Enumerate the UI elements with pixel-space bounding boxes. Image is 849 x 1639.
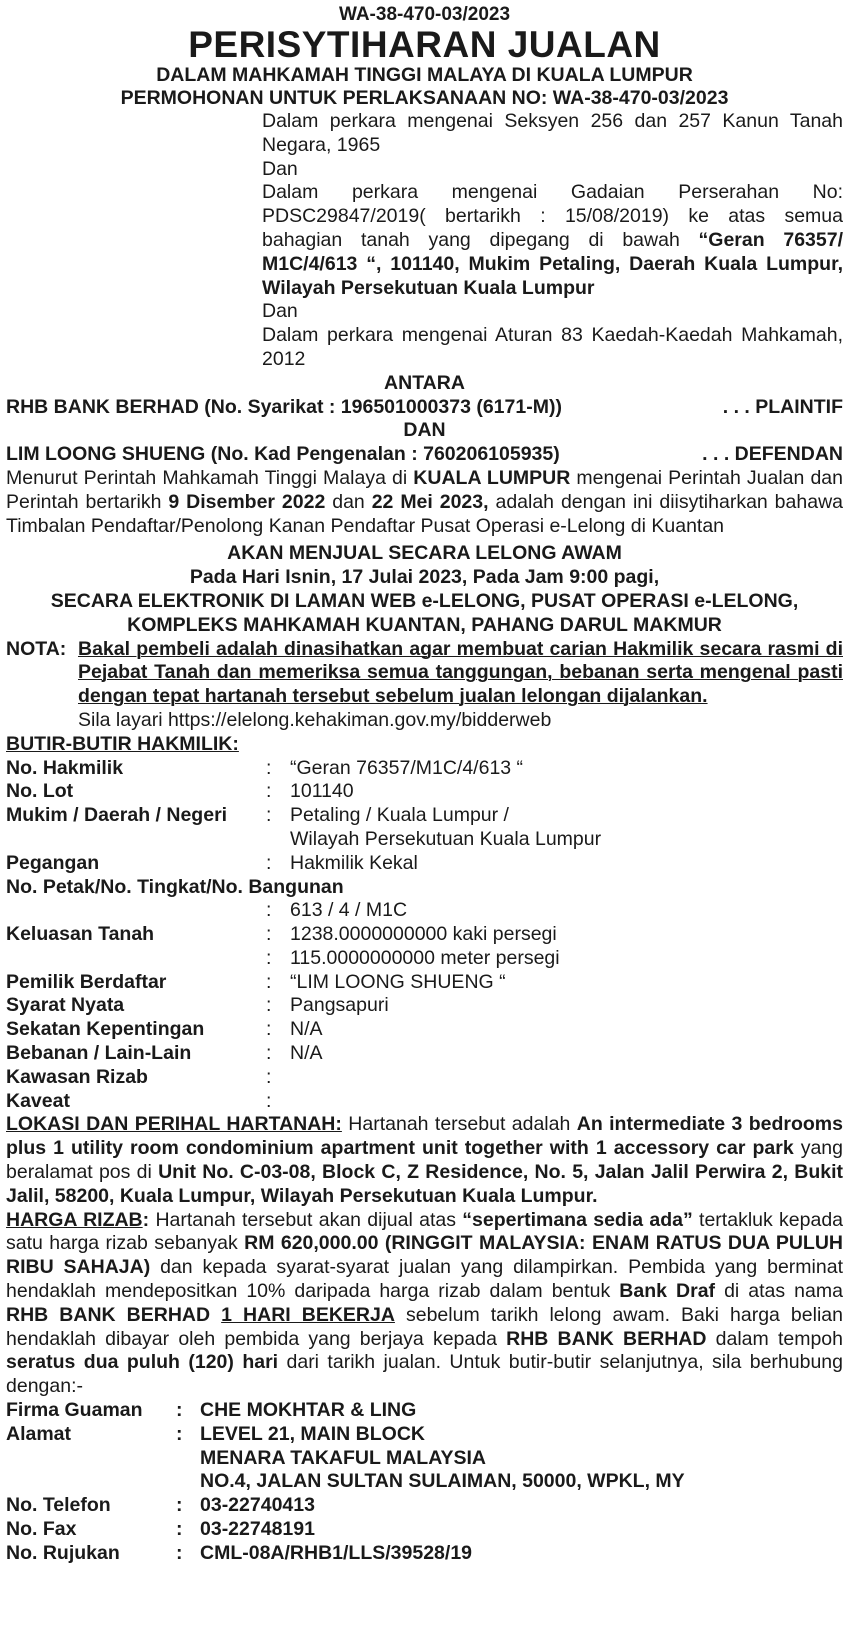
detail-colon: : <box>266 994 272 1017</box>
matter-land-code: Dalam perkara mengenai Seksyen 256 dan 257 Kanun Tanah Negara, 1965 <box>262 110 843 156</box>
address-line-3: NO.4, JALAN SULTAN SULAIMAN, 50000, WPKL, MY <box>200 1470 685 1493</box>
detail-label: Pegangan <box>6 851 100 874</box>
detail-label: Mukim / Daerah / Negeri <box>6 804 228 827</box>
detail-colon: : <box>266 1065 272 1088</box>
detail-colon: : <box>266 899 272 922</box>
reserve-text-5: sebelum tarikh lelong awam. Baki harga belian hendaklah dibayar oleh pembida yang berjaya kepada <box>6 1303 843 1350</box>
law-firm-address <box>200 1423 843 1494</box>
matter-and-1: Dan <box>262 157 298 180</box>
reserve-text-2: tertakluk kepada satu harga rizab sebanyak <box>6 1208 844 1255</box>
detail-value <box>290 1066 843 1090</box>
order-date-2: 22 Mei 2023, <box>371 490 489 513</box>
reserve-colon: : <box>142 1208 150 1231</box>
detail-value <box>290 1090 843 1114</box>
detail-label: Sekatan Kepentingan <box>6 1018 205 1041</box>
detail-row-restriction <box>6 1018 843 1042</box>
contact-label: No. Rujukan <box>6 1541 120 1564</box>
detail-colon: : <box>266 1042 272 1065</box>
case-reference-top: WA-38-470-03/2023 <box>338 4 511 25</box>
detail-label-empty <box>6 899 266 923</box>
detail-row-title-no <box>6 757 843 781</box>
matter-court-rules: Dalam perkara mengenai Aturan 83 Kaedah-Kaedah Mahkamah, 2012 <box>262 324 843 370</box>
detail-colon: : <box>266 970 272 993</box>
note-block <box>6 638 843 733</box>
payment-period: seratus dua puluh (120) hari <box>6 1351 279 1374</box>
auction-line-1: AKAN MENJUAL SECARA LELONG AWAM <box>227 542 622 565</box>
document-title: PERISYTIHARAN JUALAN <box>188 24 661 65</box>
contact-colon: : <box>176 1422 183 1445</box>
order-text-4: adalah dengan ini diisytiharkan bahawa Timbalan Pendaftar/Penolong Kanan Pendaftar Pusat Operasi e-Lelong di Kuantan <box>6 490 843 537</box>
as-is-condition: “sepertimana sedia ada” <box>462 1208 693 1231</box>
detail-label: Kawasan Rizab <box>6 1065 148 1088</box>
property-description: An intermediate 3 bedrooms plus 1 utility room condominium apartment unit together with 1 accessory car park <box>6 1113 843 1160</box>
detail-label: Kaveat <box>6 1089 70 1112</box>
working-day-deadline: 1 HARI BEKERJA <box>221 1303 395 1326</box>
detail-row-lot <box>6 780 843 804</box>
detail-row-express-condition <box>6 994 843 1018</box>
detail-colon: : <box>266 1018 272 1041</box>
detail-row-mukim <box>6 804 843 852</box>
note-body <box>78 638 843 733</box>
phone-number: 03-22740413 <box>200 1494 315 1517</box>
detail-value: Pangsapuri <box>290 994 389 1017</box>
contact-row-address <box>6 1423 843 1494</box>
reserve-text-6: dalam tempoh <box>706 1327 843 1350</box>
contact-colon: : <box>176 1399 183 1422</box>
plaintiff-name: RHB BANK BERHAD (No. Syarikat : 196501000373 (6171-M)) <box>6 395 562 418</box>
detail-label: Pemilik Berdaftar <box>6 970 167 993</box>
detail-colon: : <box>266 923 272 946</box>
detail-colon: : <box>266 851 272 874</box>
detail-label: Keluasan Tanah <box>6 923 155 946</box>
auction-line-4: KOMPLEKS MAHKAMAH KUANTAN, PAHANG DARUL MAKMUR <box>127 613 722 636</box>
detail-value: N/A <box>290 1018 323 1041</box>
detail-label: Bebanan / Lain-Lain <box>6 1042 192 1065</box>
matters-block <box>262 110 843 372</box>
reference-number: CML-08A/RHB1/LLS/39528/19 <box>200 1541 473 1564</box>
plaintiff-role: . . . PLAINTIF <box>722 395 843 418</box>
order-text-2: mengenai Perintah Jualan dan Perintah bertarikh <box>6 466 843 513</box>
title-details-heading: BUTIR-BUTIR HAKMILIK: <box>6 732 239 755</box>
auction-line-2: Pada Hari Isnin, 17 Julai 2023, Pada Jam 9:00 pagi, <box>189 566 660 589</box>
location-paragraph <box>6 1113 843 1208</box>
order-text-3: dan <box>325 490 372 513</box>
detail-value: “Geran 76357/M1C/4/613 “ <box>290 756 524 779</box>
detail-value <box>290 804 843 852</box>
bank-draft: Bank Draf <box>619 1280 716 1303</box>
parcel-value: 613 / 4 / M1C <box>290 899 408 922</box>
detail-value: 101140 <box>290 780 354 803</box>
between-label: ANTARA <box>384 371 465 394</box>
application-number: PERMOHONAN UNTUK PERLAKSANAAN NO: WA-38-470-03/2023 <box>120 87 729 109</box>
detail-colon: : <box>266 946 272 969</box>
detail-row-area-2 <box>6 947 843 971</box>
area-sqft-value: 1238.0000000000 kaki persegi <box>290 923 557 946</box>
note-label: NOTA: <box>6 637 67 660</box>
detail-colon: : <box>266 756 272 779</box>
detail-label-empty <box>6 947 266 971</box>
area-sqm-value: 115.0000000000 meter persegi <box>290 946 560 969</box>
law-firm-name: CHE MOKHTAR & LING <box>200 1399 417 1422</box>
detail-row-tenure <box>6 852 843 876</box>
detail-row-encumbrance <box>6 1042 843 1066</box>
reserve-text-1: Hartanah tersebut akan dijual atas <box>149 1208 463 1231</box>
property-address: Unit No. C-03-08, Block C, Z Residence, No. 5, Jalan Jalil Perwira 2, Bukit Jalil, 58200, Kuala Lumpur, Wilayah Persekutuan Kuala Lumpur. <box>6 1161 843 1207</box>
order-date-1: 9 Disember 2022 <box>168 490 326 513</box>
order-court-location: KUALA LUMPUR <box>413 466 571 489</box>
detail-value: “LIM LOONG SHUENG “ <box>290 970 506 993</box>
fax-number: 03-22748191 <box>200 1518 315 1541</box>
contact-colon: : <box>176 1518 183 1541</box>
defendant-role: . . . DEFENDAN <box>702 443 843 466</box>
auction-block <box>6 542 843 637</box>
detail-row-reserve-area <box>6 1066 843 1090</box>
location-text-2: yang beralamat pos di <box>6 1137 843 1184</box>
matter-and-2: Dan <box>262 300 298 323</box>
defendant-name: LIM LOONG SHUENG (No. Kad Pengenalan : 760206105935) <box>6 443 560 466</box>
reserve-heading: HARGA RIZAB <box>6 1208 143 1231</box>
contact-label: Alamat <box>6 1422 72 1445</box>
parcel-label: No. Petak/No. Tingkat/No. Bangunan <box>6 875 344 898</box>
detail-colon: : <box>266 780 272 803</box>
payee-bank: RHB BANK BERHAD <box>6 1303 211 1326</box>
contact-label: No. Telefon <box>6 1494 111 1517</box>
detail-label: No. Lot <box>6 780 74 803</box>
contact-colon: : <box>176 1541 183 1564</box>
contact-row-phone <box>6 1494 843 1518</box>
contact-row-reference <box>6 1542 843 1566</box>
defendant-row <box>6 443 843 467</box>
reserve-text-4: di atas nama <box>715 1280 843 1303</box>
detail-row-area <box>6 923 843 947</box>
reserve-text-3: dan kepada syarat-syarat jualan yang dilampirkan. Pembida yang berminat hendaklah mendepositkan 10% daripada harga rizab dalam bentuk <box>6 1256 843 1303</box>
detail-label: No. Hakmilik <box>6 756 124 779</box>
plaintiff-row <box>6 396 843 420</box>
order-paragraph <box>6 467 843 538</box>
reserve-paragraph <box>6 1209 843 1399</box>
order-text-1: Menurut Perintah Mahkamah Tinggi Malaya di <box>6 466 414 489</box>
reserve-price: RM 620,000.00 (RINGGIT MALAYSIA: ENAM RATUS DUA PULUH RIBU SAHAJA) <box>6 1232 843 1279</box>
detail-value: Hakmilik Kekal <box>290 851 418 874</box>
note-warning: Bakal pembeli adalah dinasihatkan agar membuat carian Hakmilik secara rasmi di Pejabat Tanah dan memeriksa semua tanggungan, bebanan serta mengenal pasti dengan tepat hartanah tersebut sebelum jualan lelongan dijalankan. <box>78 637 843 708</box>
detail-colon: : <box>266 1089 272 1112</box>
location-text-1: Hartanah tersebut adalah <box>341 1113 577 1136</box>
contact-label: No. Fax <box>6 1518 77 1541</box>
matter-charge <box>262 181 843 300</box>
payee-bank-2: RHB BANK BERHAD <box>506 1327 707 1350</box>
contact-label: Firma Guaman <box>6 1399 143 1422</box>
and-label: DAN <box>403 419 446 442</box>
matter-charge-text: Dalam perkara mengenai Gadaian Perserahan No: PDSC29847/2019( bertarikh : 15/08/2019) ke atas semua bahagian tanah yang dipegang di bawah <box>262 181 843 251</box>
contact-row-fax <box>6 1518 843 1542</box>
contact-row-firm <box>6 1399 843 1423</box>
note-visit-link[interactable]: Sila layari https://elelong.kehakiman.gov.my/bidderweb <box>78 708 552 731</box>
address-line-1: LEVEL 21, MAIN BLOCK <box>200 1422 426 1445</box>
address-line-2: MENARA TAKAFUL MALAYSIA <box>200 1446 486 1469</box>
detail-value: N/A <box>290 1042 323 1065</box>
matter-charge-title: “Geran 76357/ M1C/4/613 “, 101140, Mukim Petaling, Daerah Kuala Lumpur, Wilayah Persekutuan Kuala Lumpur <box>262 228 843 299</box>
reserve-text-7: dari tarikh jualan. Untuk butir-butir selanjutnya, sila berhubung dengan:- <box>6 1351 843 1398</box>
detail-label: Syarat Nyata <box>6 994 125 1017</box>
detail-value-line-1: Petaling / Kuala Lumpur / <box>290 804 509 827</box>
detail-value-line-2: Wilayah Persekutuan Kuala Lumpur <box>290 827 602 850</box>
court-name: DALAM MAHKAMAH TINGGI MALAYA DI KUALA LUMPUR <box>156 64 693 86</box>
detail-row-owner <box>6 971 843 995</box>
contact-colon: : <box>176 1494 183 1517</box>
detail-row-parcel <box>6 899 843 923</box>
auction-line-3: SECARA ELEKTRONIK DI LAMAN WEB e-LELONG, PUSAT OPERASI e-LELONG, <box>50 589 799 612</box>
detail-colon: : <box>266 804 272 827</box>
detail-row-caveat <box>6 1090 843 1114</box>
location-heading: LOKASI DAN PERIHAL HARTANAH: <box>6 1113 342 1136</box>
